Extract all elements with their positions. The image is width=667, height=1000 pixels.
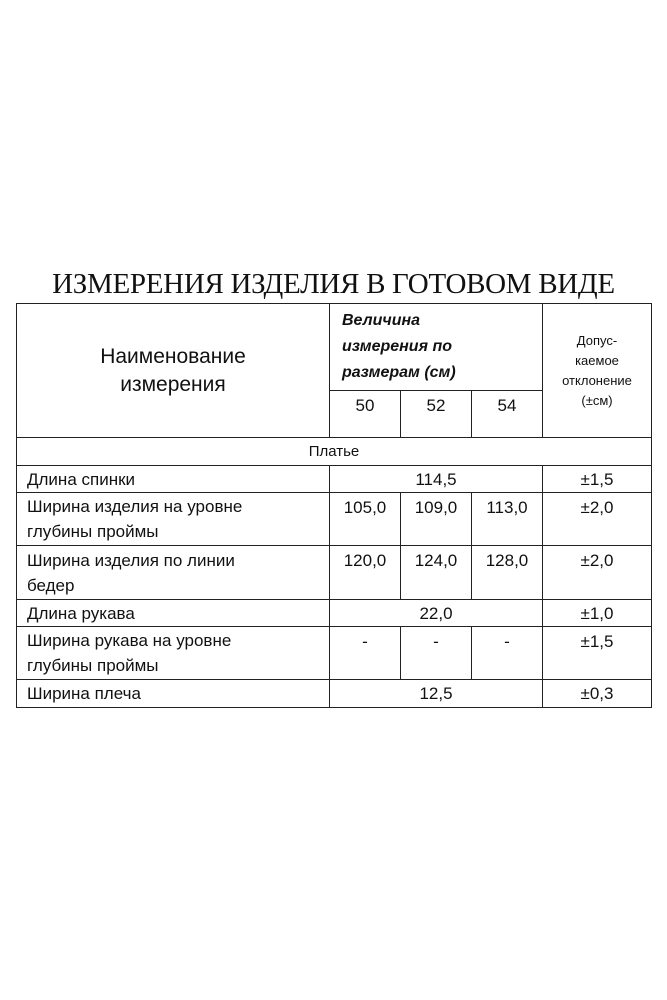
size-54: 54	[472, 391, 543, 438]
section-label: Платье	[17, 438, 652, 466]
header-value-line1: Величина	[342, 312, 421, 329]
size-52: 52	[401, 391, 472, 438]
table-row	[17, 466, 652, 493]
row-name: Длина спинки	[17, 466, 330, 493]
row-value-52: 109,0	[401, 493, 472, 546]
header-measurement-name	[17, 304, 330, 438]
header-row	[17, 304, 652, 391]
row-name-line2: глубины проймы	[27, 522, 159, 541]
row-name: Длина рукава	[17, 600, 330, 627]
row-value-54: 128,0	[472, 546, 543, 600]
row-tolerance: ±1,5	[543, 466, 652, 493]
row-name	[17, 627, 330, 680]
row-value-54: 113,0	[472, 493, 543, 546]
header-tolerance	[543, 304, 652, 438]
row-value-52: 124,0	[401, 546, 472, 600]
row-value: 114,5	[330, 466, 543, 493]
header-value-line2: измерения по	[342, 338, 452, 355]
header-tol-line2: каемое	[575, 352, 619, 368]
row-name	[17, 493, 330, 546]
table-row	[17, 493, 652, 546]
row-tolerance: ±0,3	[543, 680, 652, 708]
table-row	[17, 680, 652, 708]
row-tolerance: ±1,5	[543, 627, 652, 680]
row-name	[17, 546, 330, 600]
header-name-line2: измерения	[120, 372, 226, 396]
row-value: 22,0	[330, 600, 543, 627]
header-tol-line3: отклонение	[562, 372, 632, 388]
page-title: ИЗМЕРЕНИЯ ИЗДЕЛИЯ В ГОТОВОМ ВИДЕ	[52, 268, 615, 300]
table-row	[17, 546, 652, 600]
row-name-line1: Ширина изделия по линии	[27, 550, 235, 570]
table-row	[17, 627, 652, 680]
row-name-line2: бедер	[27, 575, 75, 595]
size-50: 50	[330, 391, 401, 438]
row-tolerance: ±1,0	[543, 600, 652, 627]
row-value-50: -	[330, 627, 401, 680]
header-measurement-value	[330, 304, 543, 391]
section-row	[17, 438, 652, 466]
header-name-line1: Наименование	[100, 344, 246, 368]
row-value-50: 120,0	[330, 546, 401, 600]
row-value-50: 105,0	[330, 493, 401, 546]
header-value-line3: размерам (см)	[342, 364, 456, 381]
table-row	[17, 600, 652, 627]
row-value-52: -	[401, 627, 472, 680]
row-name-line1: Ширина рукава на уровне	[27, 631, 232, 650]
row-tolerance: ±2,0	[543, 546, 652, 600]
row-value-54: -	[472, 627, 543, 680]
row-name-line1: Ширина изделия на уровне	[27, 497, 243, 516]
row-tolerance: ±2,0	[543, 493, 652, 546]
row-value: 12,5	[330, 680, 543, 708]
header-tol-line1: Допус-	[576, 332, 618, 348]
measurements-table	[16, 303, 652, 708]
row-name-line2: глубины проймы	[27, 656, 159, 675]
row-name: Ширина плеча	[17, 680, 330, 708]
header-tol-line4: (±см)	[581, 392, 613, 408]
